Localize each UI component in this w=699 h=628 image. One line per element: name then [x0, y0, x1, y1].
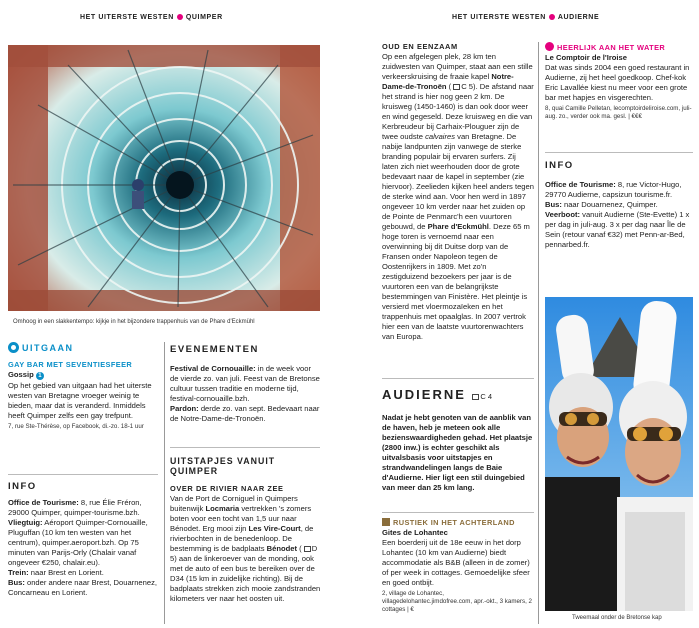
oud-subtitle: OUD EN EENZAAM [382, 42, 458, 51]
right-info-section [545, 160, 695, 250]
restaurant-icon [545, 42, 554, 51]
header-dot-icon [549, 14, 555, 20]
breton-caps-image [545, 297, 693, 611]
bigouden-photo-caption: Tweemaal onder de Bretonse kap [572, 615, 662, 621]
left-info-line: Office de Tourisme: 8, rue Élie Fréron, 29000 Quimper, quimper-tourisme.bzh. [8, 498, 142, 518]
uitgaan-heading: UITGAAN [8, 342, 158, 353]
right-running-header: HET UITERSTE WESTEN AUDIERNE [452, 14, 600, 21]
water-section [545, 42, 693, 121]
uitgaan-section [8, 342, 158, 431]
divider [8, 474, 158, 475]
staircase-photo [8, 45, 320, 311]
column-divider [164, 342, 165, 624]
oud-en-eenzaam-section [382, 42, 534, 342]
map-icon [453, 84, 460, 90]
uitgaan-venue: Gossip 1 [8, 370, 158, 380]
evenementen-heading: EVENEMENTEN [170, 344, 259, 355]
rustiek-address: 2, village de Lohantec, villagedelohantec.jimdofree.com, apr.-okt., 3 kamers, 2 cottages | € [382, 590, 532, 614]
header-dot-icon [177, 14, 183, 20]
map-number-badge: 1 [36, 372, 44, 380]
left-info-line: Trein: naar Brest en Lorient. [8, 568, 104, 578]
water-name: Le Comptoir de l'Iroise [545, 53, 627, 62]
staircase-photo-caption: Omhoog in een slakkentempo: kijkje in het bijzondere trappenhuis van de Phare d'Eckmühl [13, 319, 255, 325]
right-info-line: Office de Tourisme: 8, rue Victor-Hugo, 29770 Audierne, capsizun tourisme.fr. [545, 180, 682, 200]
bigouden-photo [545, 297, 693, 611]
spiral-staircase-image [8, 45, 320, 311]
uitstapjes-text: Van de Port de Corniguel in Quimpers buitenwijk Locmaria vertrekken 's zomers boten voor een tocht van 1,5 uur naar Bénodet. Erg mooi zijn Les Vire-Court, de rivierbochten in de benedenloop. De bestemming is de badplaats Bénodet ( D 5) aan de linkeroever van de monding, ook met de auto of een bus te bereiken over de D34 (15 km in zuidelijke richting). Bij de badplaats strekken zich mooie zandstranden kilometers ver naar het oosten uit. [170, 494, 321, 604]
right-info-line: Veerboot: vanuit Audierne (Ste-Evette) 1 x per dag in juli-aug. 3 x per dag naar Île de Sein (retour vanaf €32) met Penn-ar-Bed, pennarbed.fr. [545, 210, 690, 250]
left-running-header: HET UITERSTE WESTEN QUIMPER [80, 14, 223, 21]
oud-text: Op een afgelegen plek, 28 km ten zuidwesten van Quimper, staat aan een stille verkeerskruising de fraaie kapel Notre-Dame-de-Tronoën ( C 5). De afstand naar het strand is hier nog geen 2 km. De kruisweg (1450-1460) is dan ook door weer en wind gegeseld. Deze kruisweg en die van Kerbreudeur bij Carhaix-Plouguer zijn de twee oudste calvaires van Bretagne. De nabije landpunten zijn vanwege de sterke branding populair bij ervaren surfers. Zij laten zich niet weerhouden door de grote bedevaart naar de kapel in september (zie hiervoor). Zeelieden kijken heel anders tegen de sterke wind aan. Voor hen werd in 1897 ongeveer 10 km verder naar het zuiden op de Pointe de Penmarc'h een vuurtoren gebouwd, de Phare d'Eckmühl. Deze 65 m hoge toren is vernoemd naar een overwinning bij dit Duitse dorp van de Fransen onder Napoleon tegen de Oostenrijkers in 1809. Met zo'n zestigduizend bezoekers per jaar is de vuurtoren een van de belangrijkste bestemmingen van Finistère. Het pleintje is versierd met vloermozaïeken en het trappenhuis met opaalglas. In 2007 vertrok hier een van de laatste vuurtorenwachters van Europa. [382, 52, 534, 342]
left-info-line: Vliegtuig: Aéroport Quimper-Cornouaille, Pluguffan (10 km ten westen van het centrum), quimper.aeroport.bzh. Op 75 minuten van Parijs-Orly (Chalair vanaf ongeveer €250, chalair.eu). [8, 518, 148, 568]
rustiek-name: Gites de Lohantec [382, 528, 448, 537]
map-icon [304, 546, 311, 552]
map-icon [472, 394, 479, 400]
audierne-section [382, 386, 534, 493]
water-text: Dat was sinds 2004 een goed restaurant in Audierne, zij het heel goedkoop. Chef-kok Eric Lavallée kiest nu meer voor een grote bar met hapjes en visgerechten. [545, 63, 690, 103]
divider [382, 378, 534, 379]
uitstapjes-section [170, 456, 322, 604]
right-info-line: Bus: naar Douarnenez, Quimper. [545, 200, 658, 210]
event-item: Pardon: derde zo. van sept. Bedevaart naar de Notre-Dame-de-Tronoën. [170, 404, 320, 424]
uitgaan-address: 7, rue Ste-Thérèse, op Facebook, di.-zo. 18-1 uur [8, 423, 144, 431]
uitgaan-subtitle: GAY BAR MET SEVENTIESFEER [8, 360, 133, 369]
audierne-heading: AUDIERNE C 4 [382, 387, 493, 402]
nightlife-icon [8, 342, 19, 353]
rustiek-section [382, 518, 534, 614]
left-info-line: Bus: onder andere naar Brest, Douarnenez, Concarneau en Lorient. [8, 578, 158, 598]
divider [170, 447, 320, 448]
water-address: 8, quai Camille Pelletan, lecomptoirdeliroise.com, juli-aug. zo., verder ook ma. gesl. | €€€ [545, 105, 692, 121]
event-item: Festival de Cornouaille: in de week voor de vierde zo. van juli. Feest van de Bretonse cultuur tussen traditie en moderne tijd, festival-cornouaille.bzh. [170, 364, 320, 404]
left-info-section [8, 481, 160, 598]
uitgaan-text: Op het gebied van uitgaan had het uiterste westen van Bretagne vroeger weinig te bieden, maar dat is veranderd. Inmiddels heeft Quimper zelfs een gay trefpunt. [8, 381, 152, 421]
audierne-intro: Nadat je hebt genoten van de aanblik van de haven, heb je meteen ook alle bezienswaardigheden gehad. Het plaatsje (2800 inw.) is echter geschikt als uitvalsbasis voor uitstapjes en strandwandelingen langs de Baie d'Audierne. Hier ligt een stil duingebied van meer dan 25 km lang. [382, 413, 533, 493]
uitstapjes-subtitle: OVER DE RIVIER NAAR ZEE [170, 484, 284, 493]
right-info-heading: INFO [545, 160, 574, 171]
house-icon [382, 518, 390, 526]
column-divider [538, 42, 539, 624]
evenementen-section [170, 344, 320, 424]
rustiek-subtitle: RUSTIEK IN HET ACHTERLAND [382, 518, 534, 527]
divider [545, 152, 693, 153]
divider [382, 512, 534, 513]
uitstapjes-heading: UITSTAPJES VANUIT QUIMPER [170, 456, 276, 476]
water-subtitle: HEERLIJK AAN HET WATER [545, 42, 693, 52]
rustiek-text: Een boerderij uit de 18e eeuw in het dorp Lohantec (10 km van Audierne) biedt accommodatie als B&B (alleen in de zomer) of per week in cottages. Gemoedelijke sfeer en goed ontbijt. [382, 538, 530, 588]
left-info-heading: INFO [8, 481, 37, 492]
